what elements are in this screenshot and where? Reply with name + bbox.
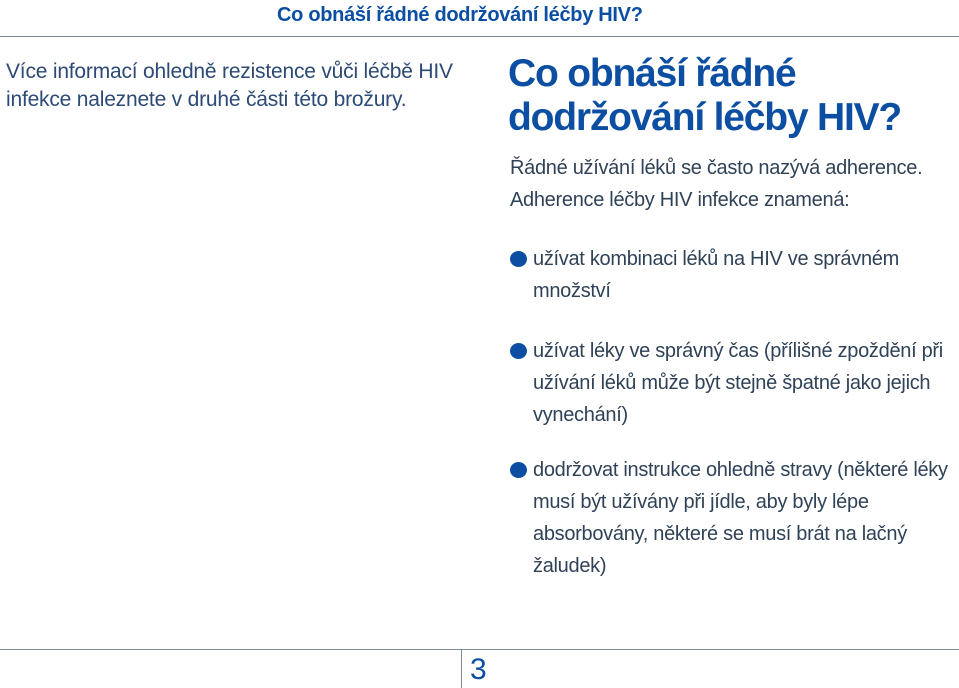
bullet-dot-icon [510, 251, 527, 267]
bullet-dot-icon [510, 343, 527, 359]
footer-vertical-divider [461, 650, 462, 688]
running-header-title: Co obnáší řádné dodržování léčby HIV? [277, 4, 643, 26]
adherence-list [510, 243, 955, 582]
footer-divider [0, 649, 959, 650]
intro-paragraph: Řádné užívání léků se často nazývá adherence. Adherence léčby HIV infekce znamená: [510, 157, 923, 211]
list-item [510, 243, 955, 307]
list-item-text: dodržovat instrukce ohledně stravy (některé léky musí být užívány při jídle, aby byly lépe absorbovány, některé se musí brát na lačný žaludek) [533, 459, 948, 577]
list-item [510, 454, 955, 582]
list-item-text: užívat léky ve správný čas (přílišné zpoždění při užívání léků může být stejně špatné jako jejich vynechání) [533, 340, 943, 426]
sidebar-note: Více informací ohledně rezistence vůči léčbě HIV infekce naleznete v druhé části této brožury. [6, 60, 453, 111]
bullet-dot-icon [510, 462, 527, 478]
list-item-text: užívat kombinaci léků na HIV ve správném množství [533, 248, 899, 302]
list-item [510, 335, 955, 431]
page-number: 3 [470, 653, 487, 686]
section-heading: Co obnáší řádné dodržování léčby HIV? [508, 52, 902, 139]
header-divider [0, 36, 959, 37]
